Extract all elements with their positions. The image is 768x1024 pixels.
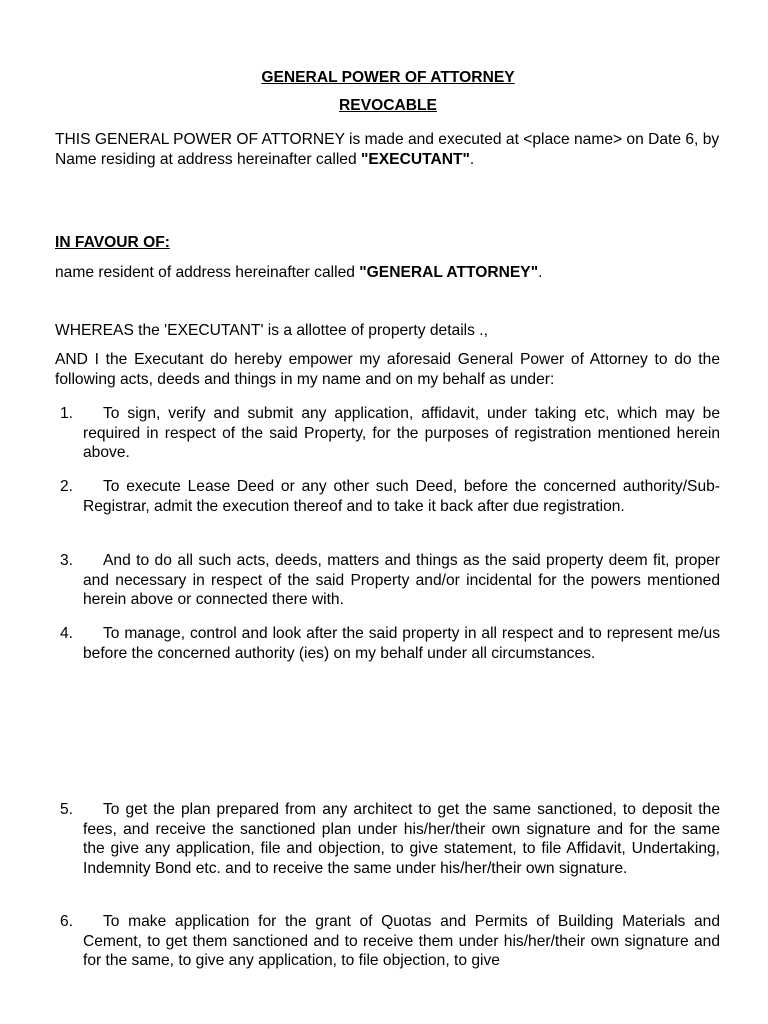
intro-text: THIS GENERAL POWER OF ATTORNEY is made and executed at <place name> on Date 6, by Name residing at address hereinafter called (55, 131, 720, 168)
empower-paragraph: AND I the Executant do hereby empower my aforesaid General Power of Attorney to do the following acts, deeds and things in my name and on my behalf as under: (55, 351, 720, 388)
intro-end: . (469, 151, 475, 168)
list-item (60, 624, 720, 663)
favour-text: name resident of address hereinafter called (55, 264, 360, 281)
general-attorney-term: "GENERAL ATTORNEY" (359, 264, 539, 281)
list-item-number: 5. (60, 801, 74, 818)
list-item-number: 3. (60, 552, 74, 569)
list-item-number: 2. (60, 478, 74, 495)
list-item-text: To execute Lease Deed or any other such Deed, before the concerned authority/Sub-Registrar, admit the execution thereof and to take it back after due registration. (83, 478, 720, 515)
intro-paragraph (55, 130, 725, 170)
list-item-text: To make application for the grant of Quotas and Permits of Building Materials and Cement, to get them sanctioned and to receive them under his/her/their own signature and for the same, to give any application, to file objection, to give (83, 913, 720, 969)
list-item-number: 4. (60, 625, 74, 642)
list-item-number: 1. (60, 405, 74, 422)
list-item (60, 404, 720, 463)
favour-end: . (538, 264, 543, 281)
list-item-text: To sign, verify and submit any application, affidavit, under taking etc, which may be required in respect of the said Property, for the purposes of registration mentioned herein above. (83, 405, 720, 461)
whereas-paragraph: WHEREAS the 'EXECUTANT' is a allottee of property details ., (55, 322, 488, 339)
list-item-number: 6. (60, 913, 74, 930)
list-item (60, 800, 720, 878)
favour-heading: IN FAVOUR OF: (55, 234, 170, 251)
list-item-text: To manage, control and look after the said property in all respect and to represent me/us before the concerned authority (ies) on my behalf under all circumstances. (83, 625, 720, 662)
document-subtitle: REVOCABLE (339, 97, 437, 114)
list-item (60, 477, 720, 516)
list-item (60, 551, 720, 610)
list-item (60, 912, 720, 971)
list-item-text: And to do all such acts, deeds, matters and things as the said property deem fit, proper and necessary in respect of the said Property and/or incidental for the powers mentioned herein above or connected there with. (83, 552, 720, 608)
document-title: GENERAL POWER OF ATTORNEY (261, 69, 515, 86)
executant-term: "EXECUTANT" (360, 151, 470, 168)
favour-paragraph (55, 263, 720, 283)
list-item-text: To get the plan prepared from any architect to get the same sanctioned, to deposit the fees, and receive the sanctioned plan under his/her/their own signature and for the same the give any application, file and objection, to give statement, to file Affidavit, Undertaking, Indemnity Bond etc. and to receive the same under his/her/their own signature. (83, 801, 720, 877)
